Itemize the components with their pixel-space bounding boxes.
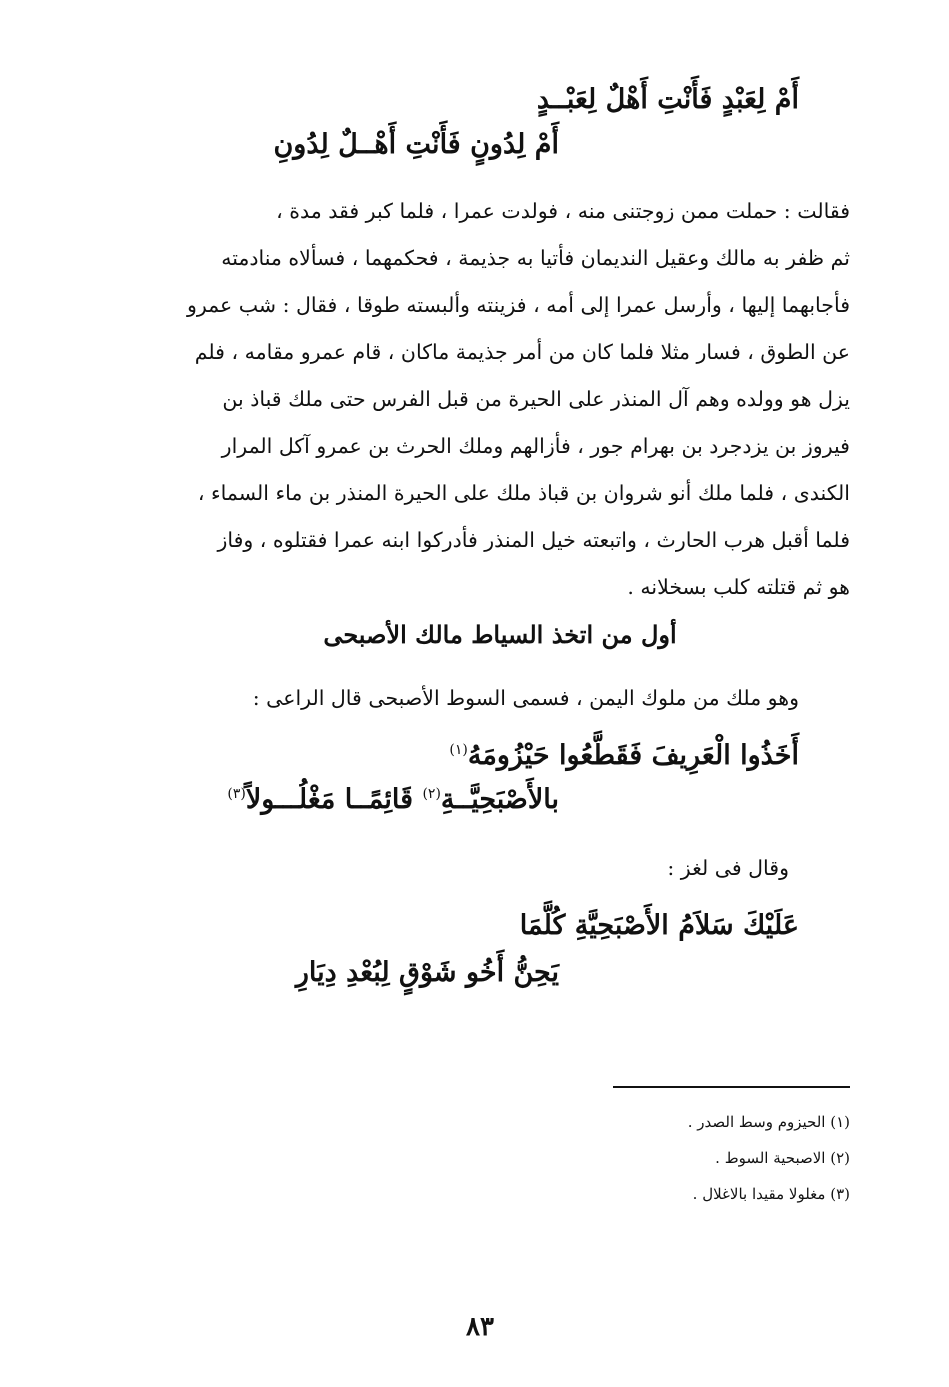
footnote-ref-3: (٣) [227,786,246,802]
verse-top-line-1: أَمْ لِعَبْدٍ فَأَنْتِ أَهْلٌ لِعَبْــدٍ [536,84,799,115]
verse-1-line-2 [227,786,559,813]
paragraph-line: فيروز بن يزدجرد بن بهرام جور ، فأزالهم وملك الحرث بن عمرو آكل المرار [221,434,850,458]
verse-1-line-2-part-b: قَائِمًــا مَغْلُـــولاً [245,784,414,815]
paragraph-line: عن الطوق ، فسار مثلا فلما كان من أمر جذيمة ماكان ، قام عمرو مقامه ، فلم [194,340,850,364]
section-intro-2: وقال فى لغز : [667,856,789,880]
paragraph-line: فلما أقبل هرب الحارث ، واتبعته خيل المنذر فأدركوا ابنه عمرا فقتلوه ، وفاز [217,528,850,552]
verse-2-line-2: يَحِنُّ أَخُو شَوْقٍ لِبُعْدِ دِيَارِ [295,957,559,988]
section-heading: أول من اتخذ السياط مالك الأصبحى [323,620,677,649]
section-intro: وهو ملك من ملوك اليمن ، فسمى السوط الأصبحى قال الراعى : [252,686,799,710]
footnote-1: (١) الحيزوم وسط الصدر . [687,1113,850,1131]
verse-top-line-2: أَمْ لِدُونٍ فَأَنْتِ أَهْــلٌ لِدُونِ [273,129,559,160]
verse-2-line-1: عَلَيْكَ سَلاَمُ الأَصْبَحِيَّةِ كُلَّمَا [519,910,799,941]
footnote-ref-1: (١) [449,742,468,758]
verse-1-line-2-part-a: بالأَصْبَحِيَّــةِ [440,784,559,815]
verse-1-line-1 [449,742,799,769]
paragraph-line: يزل هو وولده وهم آل المنذر على الحيرة من قبل الفرس حتى ملك قباذ بن [222,387,850,411]
paragraph-line: ثم ظفر به مالك وعقيل النديمان فأتيا به جذيمة ، فحكمهما ، فسألاه منادمته [221,246,850,270]
page-number: ٨٣ [466,1312,494,1342]
paragraph-line: الكندى ، فلما ملك أنو شروان بن قباذ ملك على الحيرة المنذر بن ماء السماء ، [197,481,850,505]
footnotes [450,1104,850,1212]
paragraph-line: فقالت : حملت ممن زوجتنى منه ، فولدت عمرا ، فلما كبر فقد مدة ، [276,199,850,223]
verse-1-line-1-text: أَخَذُوا الْعَرِيفَ فَقَطَّعُوا حَيْزُومَهُ [467,740,799,771]
footnote-ref-2: (٢) [422,786,441,802]
paragraph-line: هو ثم قتلته كلب بسخلانه . [627,575,850,599]
footnote-divider [613,1086,850,1088]
footnote-2: (٢) الاصبحية السوط . [715,1149,850,1167]
footnote-3: (٣) مغلولا مقيدا بالاغلال . [692,1185,850,1203]
paragraph-line: فأجابهما إليها ، وأرسل عمرا إلى أمه ، فزينته وألبسته طوقا ، فقال : شب عمرو [186,293,850,317]
body-paragraph [150,188,850,611]
